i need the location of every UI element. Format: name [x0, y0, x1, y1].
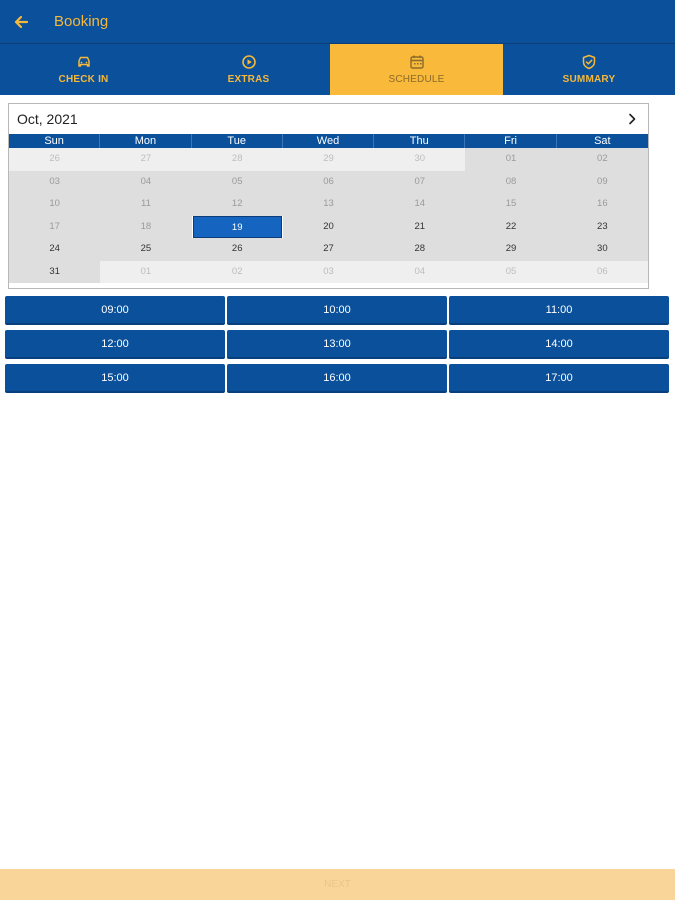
tab-check-in[interactable]: [0, 44, 167, 95]
calendar-day: 14: [374, 193, 465, 216]
calendar-day: 18: [100, 216, 191, 239]
calendar-day[interactable]: 29: [465, 238, 556, 261]
calendar-header: [9, 104, 648, 134]
tab-label: EXTRAS: [227, 74, 270, 85]
calendar-day[interactable]: 28: [374, 238, 465, 261]
calendar-weekdays: [9, 134, 648, 148]
weekday-label: Mon: [100, 134, 191, 148]
shield-check-icon: [581, 54, 597, 70]
tab-schedule[interactable]: [330, 44, 503, 95]
calendar-day[interactable]: 31: [9, 261, 100, 284]
time-slot-button[interactable]: 11:00: [449, 296, 669, 325]
calendar-day: 12: [192, 193, 283, 216]
calendar-day: 08: [465, 171, 556, 194]
time-slot-button[interactable]: 17:00: [449, 364, 669, 393]
calendar-day[interactable]: 25: [100, 238, 191, 261]
tab-label: SUMMARY: [562, 74, 616, 85]
step-tabs: [0, 43, 675, 95]
tab-extras[interactable]: [167, 44, 330, 95]
next-button-label: NEXT: [324, 879, 351, 890]
calendar-day: 17: [9, 216, 100, 239]
calendar-day: 01: [465, 148, 556, 171]
calendar-day: 16: [557, 193, 648, 216]
calendar-day[interactable]: 20: [283, 216, 374, 239]
calendar-day: 06: [283, 171, 374, 194]
car-icon: [76, 54, 92, 70]
calendar-day: 29: [283, 148, 374, 171]
calendar-month-label: Oct, 2021: [17, 111, 78, 127]
calendar-day[interactable]: 24: [9, 238, 100, 261]
calendar-day: 02: [557, 148, 648, 171]
time-slot-button[interactable]: 14:00: [449, 330, 669, 359]
weekday-label: Thu: [374, 134, 465, 148]
calendar-day: 04: [100, 171, 191, 194]
calendar-day: 28: [192, 148, 283, 171]
tab-summary[interactable]: [503, 44, 675, 95]
calendar-day: 09: [557, 171, 648, 194]
weekday-label: Fri: [465, 134, 556, 148]
calendar-day: 27: [100, 148, 191, 171]
weekday-label: Wed: [283, 134, 374, 148]
calendar-day[interactable]: 23: [557, 216, 648, 239]
calendar-day: 13: [283, 193, 374, 216]
calendar-day: 11: [100, 193, 191, 216]
calendar-day[interactable]: 27: [283, 238, 374, 261]
calendar-day[interactable]: 26: [192, 238, 283, 261]
calendar-day: 05: [465, 261, 556, 284]
chevron-right-icon: [627, 113, 637, 125]
calendar-day: 03: [9, 171, 100, 194]
calendar-day[interactable]: 21: [374, 216, 465, 239]
calendar-day: 02: [192, 261, 283, 284]
time-slot-button[interactable]: 15:00: [5, 364, 225, 393]
calendar-day-selected[interactable]: 19: [193, 216, 282, 239]
next-button[interactable]: [0, 869, 675, 900]
calendar-day: 05: [192, 171, 283, 194]
calendar: [8, 103, 649, 289]
tab-label: CHECK IN: [58, 74, 109, 85]
calendar-day[interactable]: 22: [465, 216, 556, 239]
time-slot-button[interactable]: 10:00: [227, 296, 447, 325]
weekday-label: Sat: [594, 135, 611, 147]
app-bar: [0, 0, 675, 43]
calendar-day: 04: [374, 261, 465, 284]
calendar-icon: [409, 54, 425, 70]
arrow-left-icon: [13, 14, 29, 30]
calendar-day: 26: [9, 148, 100, 171]
weekday-label: Tue: [192, 134, 283, 148]
calendar-day: 07: [374, 171, 465, 194]
calendar-day: 10: [9, 193, 100, 216]
calendar-day: 01: [100, 261, 191, 284]
time-slot-button[interactable]: 16:00: [227, 364, 447, 393]
next-month-button[interactable]: [624, 111, 640, 127]
calendar-day: 15: [465, 193, 556, 216]
calendar-grid: [9, 148, 648, 283]
tab-label: SCHEDULE: [388, 74, 445, 85]
calendar-day[interactable]: 30: [557, 238, 648, 261]
time-slot-grid: [5, 296, 671, 393]
time-slot-button[interactable]: 09:00: [5, 296, 225, 325]
calendar-day: 03: [283, 261, 374, 284]
weekday-label: Sun: [9, 134, 100, 148]
time-slot-button[interactable]: 12:00: [5, 330, 225, 359]
page-title: Booking: [54, 13, 109, 30]
play-circle-icon: [241, 54, 257, 70]
time-slot-button[interactable]: 13:00: [227, 330, 447, 359]
back-button[interactable]: [11, 12, 31, 32]
calendar-day: 06: [557, 261, 648, 284]
calendar-day: 30: [374, 148, 465, 171]
